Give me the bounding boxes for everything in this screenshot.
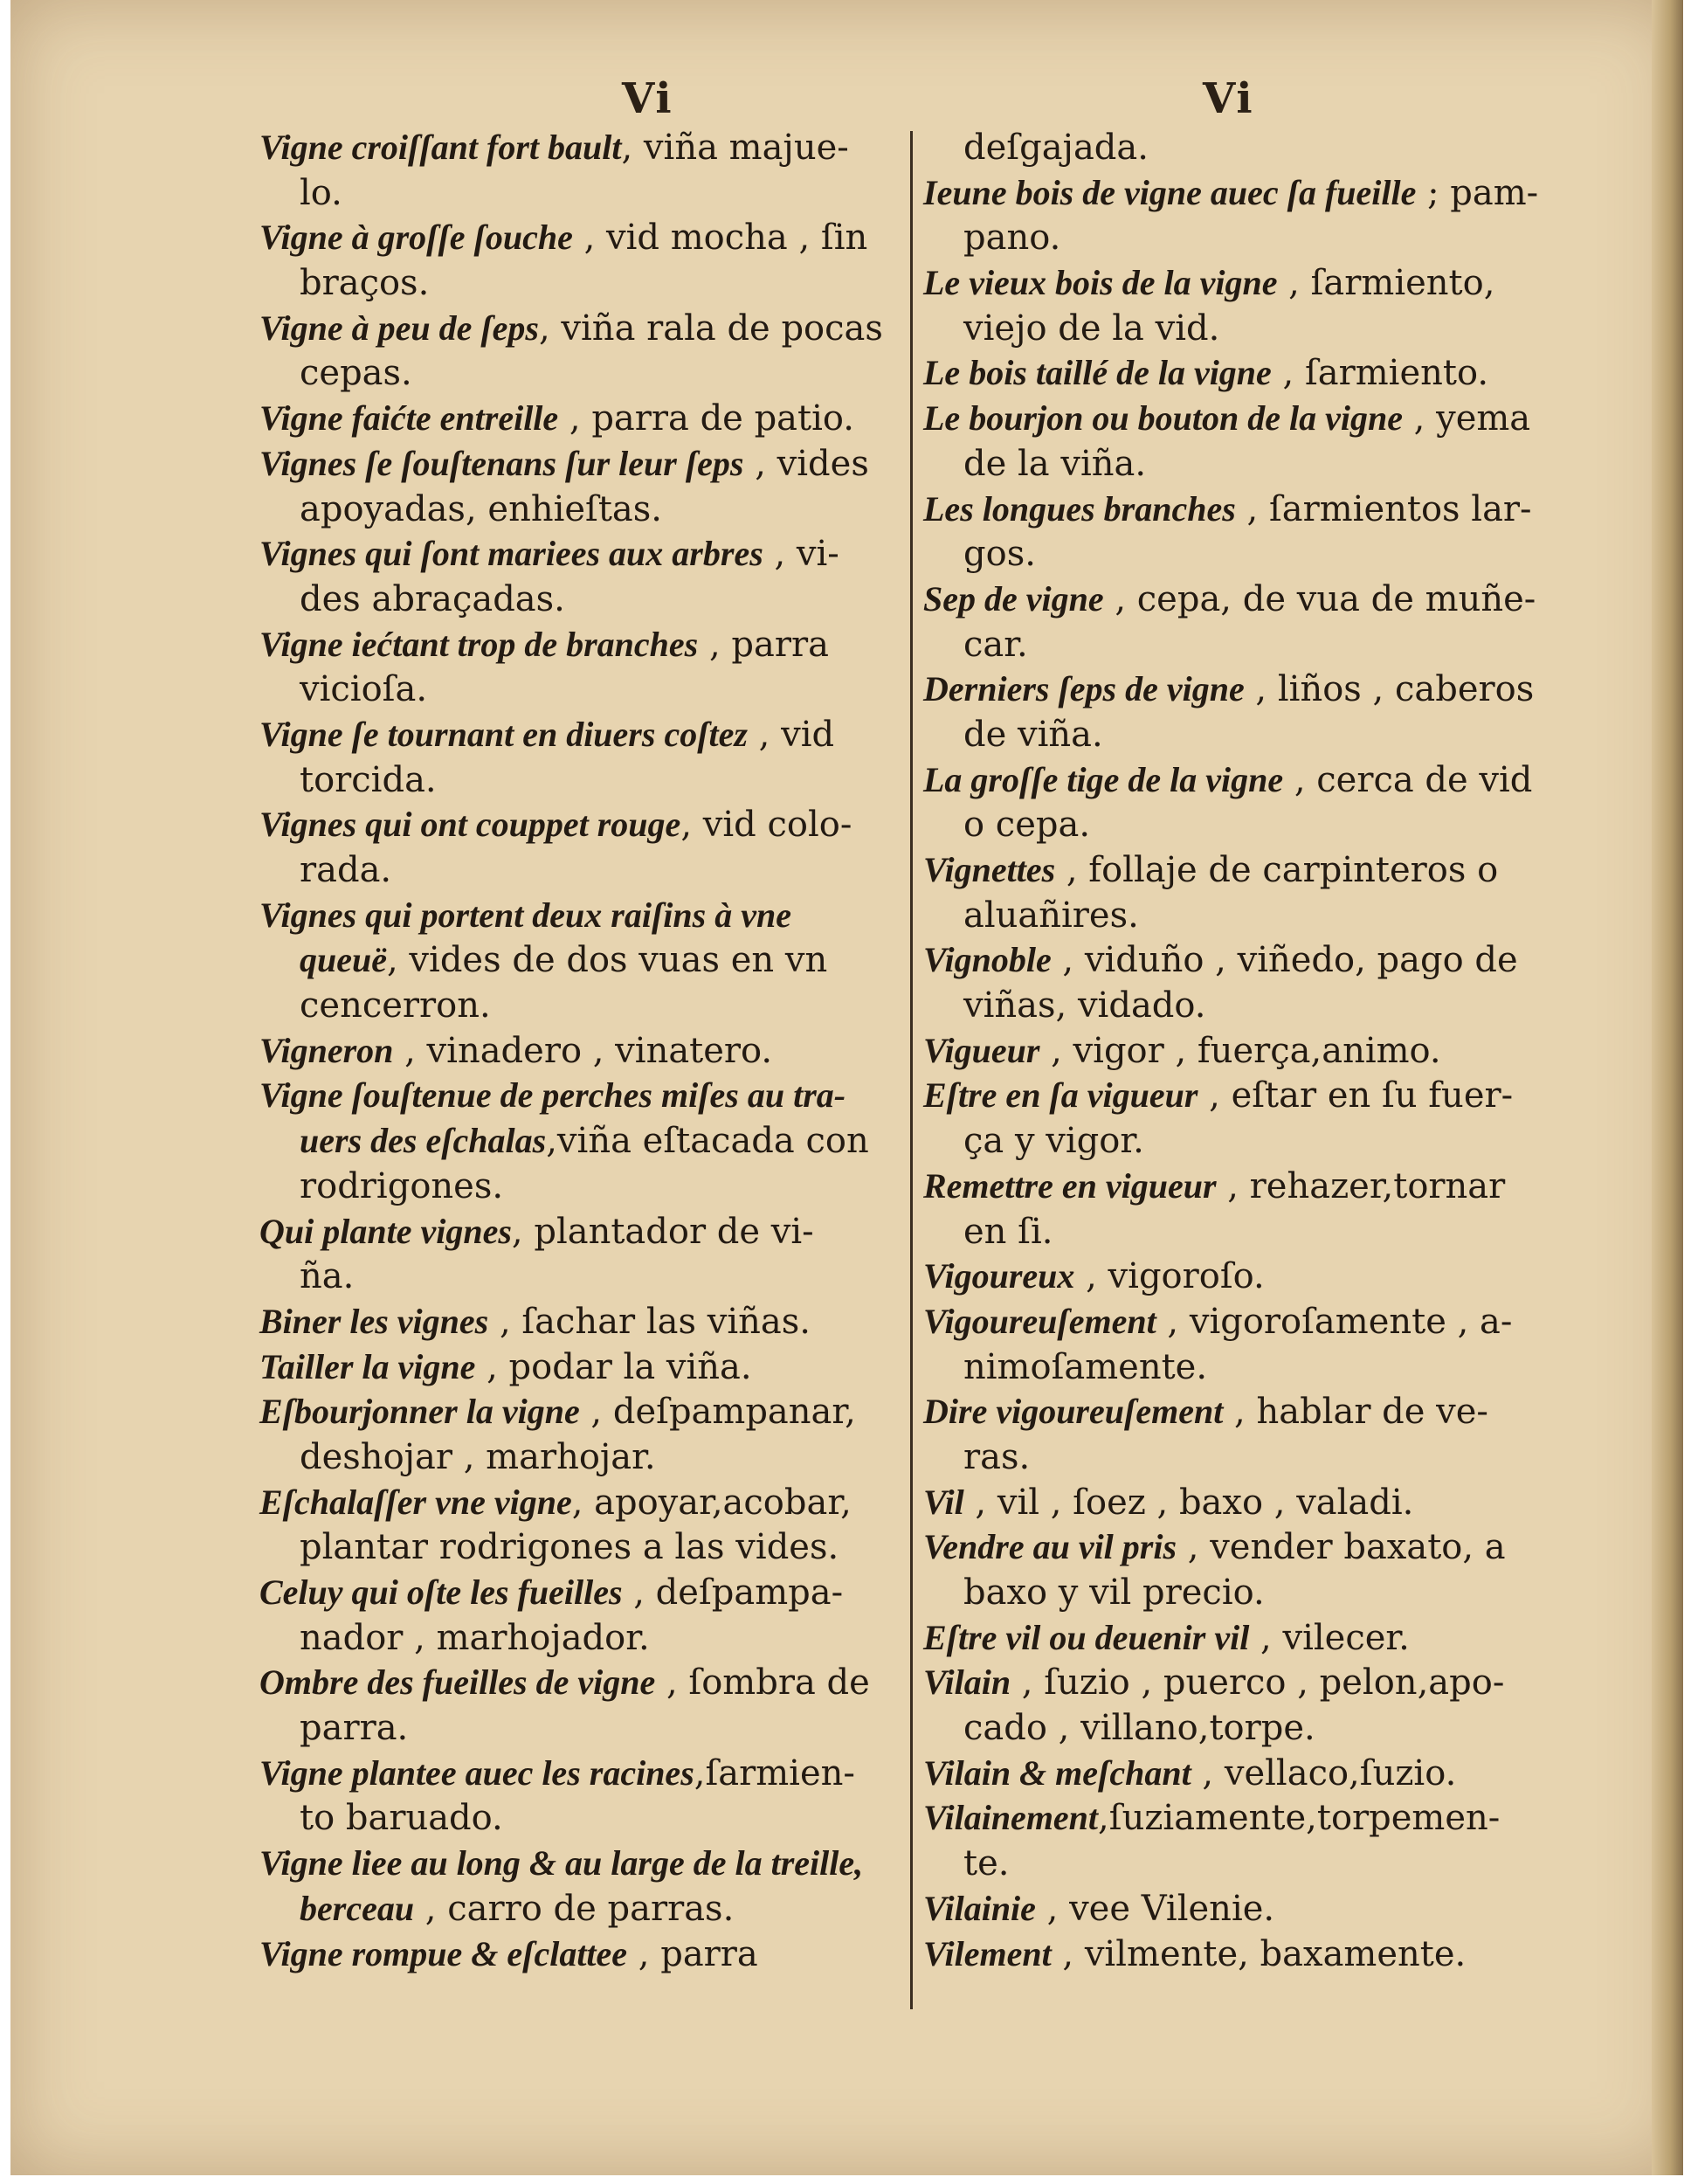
dictionary-line: [259, 1389, 888, 1434]
dictionary-line: [259, 1795, 888, 1841]
dictionary-line: [259, 350, 888, 396]
french-headword: Eſtre en ſa vigueur: [923, 1075, 1198, 1116]
french-headword: Vigne à peu de ſeps: [259, 308, 539, 348]
dictionary-line: [923, 1118, 1570, 1164]
spanish-gloss: torcida.: [300, 759, 437, 800]
dictionary-line: [923, 1795, 1570, 1841]
dictionary-line: [923, 1480, 1570, 1525]
french-headword: Vignettes: [923, 850, 1056, 889]
dictionary-line: [923, 1164, 1570, 1209]
spanish-gloss: , ſombra de: [655, 1662, 870, 1704]
spanish-gloss: to baruado.: [300, 1798, 503, 1839]
french-headword: Eſchalaſſer vne vigne: [259, 1482, 572, 1522]
french-headword: queuë: [300, 940, 387, 980]
french-headword: berceau: [300, 1888, 415, 1928]
dictionary-line: [923, 1570, 1570, 1615]
spanish-gloss: deſgajada.: [963, 128, 1149, 168]
dictionary-line: [923, 1751, 1570, 1796]
dictionary-line: [923, 487, 1570, 532]
french-headword: Vilainie: [923, 1888, 1036, 1928]
spanish-gloss: , cerca de vid: [1283, 759, 1533, 800]
french-headword: Le bois taillé de la vigne: [923, 353, 1272, 393]
french-headword: Vignes qui portent deux raiſins à vne: [259, 895, 791, 935]
dictionary-line: [923, 396, 1570, 441]
french-headword: Les longues branches: [923, 488, 1236, 529]
dictionary-line: [259, 1254, 888, 1299]
french-headword: Vignoble: [923, 940, 1052, 980]
dictionary-line: [259, 1841, 888, 1886]
spanish-gloss: viñas, vidado.: [963, 985, 1206, 1026]
spanish-gloss: cepas.: [300, 353, 412, 394]
french-headword: Derniers ſeps de vigne: [923, 669, 1245, 709]
spanish-gloss: , cepa, de vua de muñe-: [1103, 578, 1536, 619]
spanish-gloss: , vides de dos vuas en vn: [387, 940, 828, 981]
spanish-gloss: , vigoroſamente , a-: [1156, 1301, 1513, 1342]
dictionary-line: [259, 1705, 888, 1751]
dictionary-line: [259, 1164, 888, 1209]
dictionary-line: [923, 893, 1570, 938]
dictionary-line: [923, 1209, 1570, 1254]
dictionary-line: [259, 577, 888, 622]
spanish-gloss: , vee Vilenie.: [1035, 1888, 1275, 1929]
dictionary-line: [259, 487, 888, 532]
dictionary-line: [923, 712, 1570, 757]
dictionary-line: [259, 215, 888, 260]
spanish-gloss: vicioſa.: [300, 669, 428, 710]
spanish-gloss: aluañires.: [963, 895, 1139, 936]
spanish-gloss: pano.: [963, 218, 1061, 259]
french-headword: Vigoureuſement: [923, 1301, 1156, 1341]
spanish-gloss: , vides: [743, 443, 869, 484]
french-headword: Le vieux bois de la vigne: [923, 263, 1278, 303]
spanish-gloss: cado , villano,torpe.: [963, 1708, 1315, 1749]
french-headword: Vendre au vil pris: [923, 1527, 1177, 1567]
spanish-gloss: , liños , caberos: [1244, 669, 1535, 710]
spanish-gloss: nimoſamente.: [963, 1346, 1208, 1387]
spanish-gloss: parra.: [300, 1708, 409, 1749]
spanish-gloss: , ſachar las viñas.: [488, 1301, 811, 1342]
page-binding: [1652, 0, 1683, 2175]
spanish-gloss: , rehazer,tornar: [1216, 1165, 1506, 1206]
dictionary-line: [259, 1434, 888, 1480]
spanish-gloss: rada.: [300, 850, 392, 890]
dictionary-line: [259, 1480, 888, 1525]
french-headword: Vigne liee au long & au large de la treille,: [259, 1843, 864, 1883]
dictionary-line: [259, 802, 888, 847]
dictionary-line: [923, 983, 1570, 1028]
french-headword: La groſſe tige de la vigne: [923, 759, 1284, 799]
spanish-gloss: cencerron.: [300, 985, 491, 1026]
dictionary-line: [923, 1932, 1570, 1977]
dictionary-line: [923, 306, 1570, 351]
dictionary-line: [259, 712, 888, 757]
dictionary-line: [923, 1886, 1570, 1932]
french-headword: Celuy qui oſte les fueilles: [259, 1572, 623, 1612]
dictionary-line: [923, 531, 1570, 577]
spanish-gloss: , ſarmiento,: [1277, 263, 1495, 304]
french-headword: Dire vigoureuſement: [923, 1392, 1224, 1432]
spanish-gloss: car.: [963, 624, 1028, 665]
dictionary-line: [923, 441, 1570, 487]
french-headword: Vigneron: [259, 1030, 394, 1070]
spanish-gloss: , yema: [1402, 398, 1531, 439]
dictionary-line: [923, 1615, 1570, 1661]
french-headword: Vigne croiſſant fort bault: [259, 128, 622, 167]
spanish-gloss: , eſtar en ſu fuer-: [1198, 1075, 1514, 1116]
spanish-gloss: de viña.: [963, 714, 1103, 755]
dictionary-line: [259, 757, 888, 803]
spanish-gloss: , vid: [747, 714, 835, 755]
french-headword: Tailler la vigne: [259, 1346, 476, 1386]
dictionary-line: [923, 215, 1570, 260]
dictionary-line: [923, 1389, 1570, 1434]
spanish-gloss: plantar rodrigones a las vides.: [300, 1527, 839, 1568]
spanish-gloss: , deſpampa-: [622, 1572, 844, 1613]
spanish-gloss: gos.: [963, 534, 1036, 575]
dictionary-line: [923, 125, 1570, 170]
dictionary-line: [259, 1028, 888, 1074]
french-headword: Ieune bois de vigne auec ſa fueille: [923, 172, 1417, 212]
running-head-left: Vi: [622, 74, 673, 123]
spanish-gloss: baxo y vil precio.: [963, 1572, 1265, 1613]
dictionary-line: [259, 937, 888, 983]
spanish-gloss: braços.: [300, 263, 430, 304]
spanish-gloss: , podar la viña.: [475, 1346, 752, 1387]
dictionary-line: [923, 1660, 1570, 1705]
running-head-right: Vi: [1203, 74, 1254, 123]
dictionary-line: [259, 125, 888, 170]
dictionary-line: [259, 1932, 888, 1977]
spanish-gloss: , viña majue-: [621, 128, 849, 168]
spanish-gloss: ,ſuziamente,torpemen-: [1098, 1798, 1501, 1839]
spanish-gloss: , vid mocha , ſin: [572, 218, 868, 259]
spanish-gloss: , apoyar,acobar,: [571, 1482, 852, 1523]
spanish-gloss: viejo de la vid.: [963, 308, 1220, 349]
dictionary-line: [259, 1660, 888, 1705]
dictionary-line: [923, 1841, 1570, 1886]
spanish-gloss: , follaje de carpinteros o: [1055, 850, 1499, 890]
french-headword: Vilain & meſchant: [923, 1752, 1191, 1793]
dictionary-line: [923, 577, 1570, 622]
dictionary-line: [259, 1118, 888, 1164]
spanish-gloss: te.: [963, 1843, 1010, 1884]
french-headword: Vilain: [923, 1662, 1011, 1703]
french-headword: Vigne à groſſe ſouche: [259, 218, 573, 258]
dictionary-line: [259, 1344, 888, 1390]
spanish-gloss: , ſarmientos lar-: [1235, 488, 1532, 529]
spanish-gloss: ña.: [300, 1256, 355, 1297]
dictionary-line: [259, 170, 888, 216]
french-headword: Vigueur: [923, 1030, 1040, 1070]
dictionary-line: [259, 983, 888, 1028]
dictionary-line: [923, 1434, 1570, 1480]
dictionary-line: [259, 1209, 888, 1254]
french-headword: Vigne plantee auec les racines: [259, 1752, 694, 1793]
dictionary-line: [259, 260, 888, 306]
dictionary-line: [259, 531, 888, 577]
spanish-gloss: ,ſarmien-: [694, 1752, 855, 1794]
spanish-gloss: deshojar , marhojar.: [300, 1436, 656, 1477]
spanish-gloss: nador , marhojador.: [300, 1617, 650, 1658]
french-headword: Vigne faićte entreille: [259, 398, 559, 439]
dictionary-line: [923, 667, 1570, 712]
dictionary-line: [259, 847, 888, 893]
right-column: [923, 125, 1570, 1976]
spanish-gloss: o cepa.: [963, 805, 1091, 846]
dictionary-line: [259, 1751, 888, 1796]
dictionary-line: [259, 441, 888, 487]
french-headword: Le bourjon ou bouton de la vigne: [923, 398, 1403, 439]
spanish-gloss: , vellaco,ſuzio.: [1191, 1752, 1457, 1794]
dictionary-line: [259, 1524, 888, 1570]
dictionary-line: [923, 622, 1570, 667]
spanish-gloss: des abraçadas.: [300, 578, 565, 619]
dictionary-line: [923, 1254, 1570, 1299]
dictionary-line: [259, 396, 888, 441]
spanish-gloss: , vigor , fuerça,animo.: [1039, 1030, 1441, 1071]
french-headword: Eſbourjonner la vigne: [259, 1392, 580, 1432]
spanish-gloss: en ſi.: [963, 1211, 1053, 1252]
spanish-gloss: ça y vigor.: [963, 1121, 1144, 1162]
dictionary-line: [923, 260, 1570, 306]
spanish-gloss: , viduño , viñedo, pago de: [1051, 940, 1518, 981]
dictionary-line: [923, 1299, 1570, 1344]
dictionary-line: [259, 622, 888, 667]
dictionary-line: [923, 802, 1570, 847]
dictionary-line: [259, 1570, 888, 1615]
spanish-gloss: , parra de patio.: [558, 398, 854, 439]
dictionary-line: [259, 893, 888, 938]
french-headword: Vil: [923, 1482, 964, 1522]
spanish-gloss: , vilmente, baxamente.: [1051, 1933, 1467, 1974]
spanish-gloss: , viña rala de pocas: [538, 308, 883, 349]
dictionary-line: [923, 1344, 1570, 1390]
spanish-gloss: ras.: [963, 1436, 1031, 1477]
spanish-gloss: , vi-: [763, 534, 839, 575]
dictionary-line: [923, 170, 1570, 216]
spanish-gloss: , hablar de ve-: [1223, 1392, 1488, 1433]
column-divider: [910, 131, 913, 2009]
dictionary-line: [259, 667, 888, 712]
dictionary-line: [923, 1073, 1570, 1118]
french-headword: Vigne rompue & eſclattee: [259, 1933, 628, 1973]
french-headword: Vignes ſe ſouſtenans ſur leur ſeps: [259, 443, 744, 483]
spanish-gloss: , vil , ſoez , baxo , valadi.: [963, 1482, 1414, 1523]
spanish-gloss: rodrigones.: [300, 1165, 504, 1206]
spanish-gloss: , vid colo-: [680, 805, 852, 846]
french-headword: Vilainement: [923, 1798, 1099, 1838]
spanish-gloss: , plantador de vi-: [511, 1211, 814, 1252]
french-headword: Vigne ſouſtenue de perches miſes au tra-: [259, 1075, 846, 1116]
dictionary-line: [259, 1073, 888, 1118]
dictionary-line: [259, 1299, 888, 1344]
spanish-gloss: , parra: [698, 624, 829, 665]
spanish-gloss: ; pam-: [1416, 172, 1539, 213]
french-headword: Ombre des fueilles de vigne: [259, 1662, 656, 1703]
dictionary-line: [923, 1705, 1570, 1751]
dictionary-line: [259, 1886, 888, 1932]
dictionary-line: [259, 306, 888, 351]
french-headword: Remettre en vigueur: [923, 1165, 1217, 1206]
french-headword: Vignes qui ont couppet rouge: [259, 805, 681, 845]
spanish-gloss: , carro de parras.: [414, 1888, 735, 1929]
french-headword: Vigne ſe tournant en diuers coſtez: [259, 714, 748, 754]
dictionary-line: [923, 847, 1570, 893]
spanish-gloss: , ſarmiento.: [1271, 353, 1489, 394]
french-headword: Qui plante vignes: [259, 1211, 512, 1251]
spanish-gloss: , parra: [627, 1933, 758, 1974]
french-headword: Biner les vignes: [259, 1301, 489, 1341]
spanish-gloss: apoyadas, enhieſtas.: [300, 488, 663, 529]
french-headword: Eſtre vil ou deuenir vil: [923, 1617, 1250, 1657]
spanish-gloss: , vender baxato, a: [1177, 1527, 1506, 1568]
french-headword: Vignes qui ſont mariees aux arbres: [259, 534, 763, 574]
spanish-gloss: , vilecer.: [1249, 1617, 1410, 1658]
spanish-gloss: , vigoroſo.: [1074, 1256, 1265, 1297]
spanish-gloss: lo.: [300, 172, 342, 213]
french-headword: Sep de vigne: [923, 578, 1104, 619]
dictionary-line: [923, 937, 1570, 983]
left-column: [259, 125, 888, 1976]
dictionary-line: [923, 350, 1570, 396]
spanish-gloss: , deſpampanar,: [579, 1392, 856, 1433]
dictionary-line: [923, 1524, 1570, 1570]
french-headword: uers des eſchalas: [300, 1121, 547, 1161]
spanish-gloss: , ſuzio , puerco , pelon,apo-: [1011, 1662, 1505, 1704]
dictionary-line: [259, 1615, 888, 1661]
spanish-gloss: , vinadero , vinatero.: [393, 1030, 773, 1071]
french-headword: Vigoureux: [923, 1256, 1075, 1296]
dictionary-line: [923, 1028, 1570, 1074]
french-headword: Vilement: [923, 1933, 1052, 1973]
spanish-gloss: ,viña eſtacada con: [546, 1121, 869, 1162]
spanish-gloss: de la viña.: [963, 443, 1147, 484]
dictionary-line: [923, 757, 1570, 803]
book-page: [10, 0, 1683, 2175]
french-headword: Vigne iećtant trop de branches: [259, 624, 699, 664]
